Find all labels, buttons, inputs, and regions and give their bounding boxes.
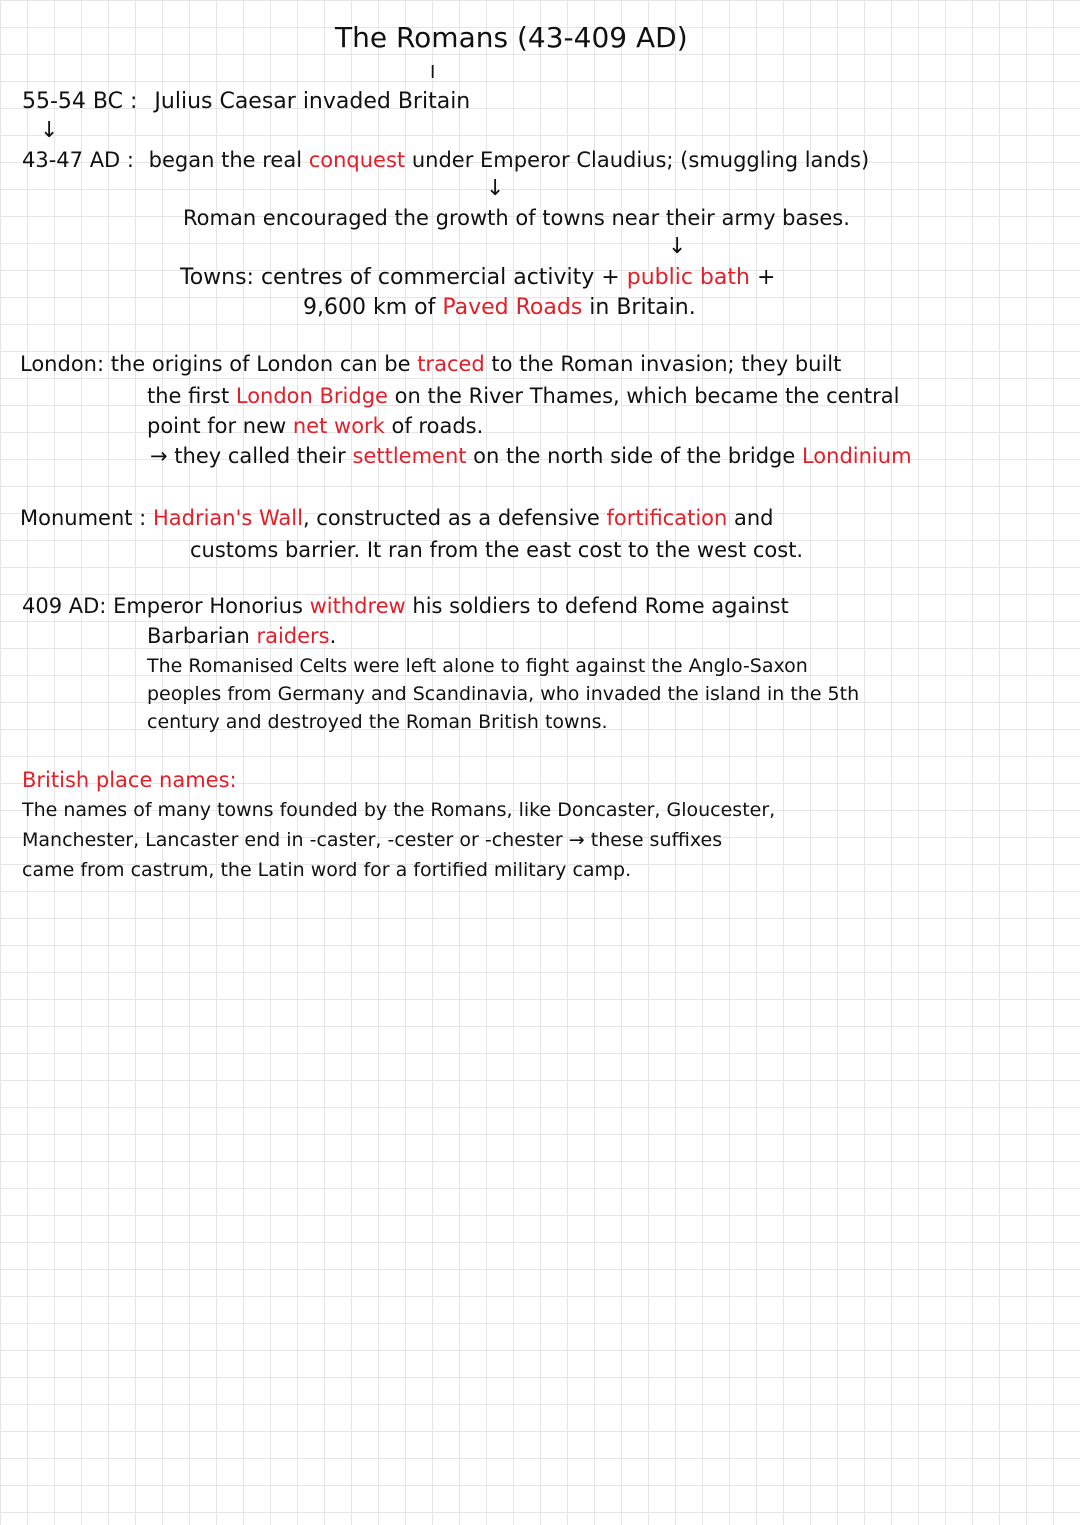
monument-line-1 [20,504,774,532]
highlight-traced: traced [417,352,485,376]
ad409-line-4: peoples from Germany and Scandinavia, who invaded the island in the 5th [147,683,860,705]
row-text-c: under Emperor Claudius; (smuggling lands) [405,148,870,172]
text: they called their [174,444,353,468]
highlight-conquest: conquest [308,148,406,172]
text: , constructed as a defensive [302,506,607,530]
highlight-public-bath: public bath [626,265,750,290]
highlight-network: net work [292,414,385,438]
text: and [727,506,774,530]
row-text-a: began the real [148,148,309,172]
date-label: 409 AD: [22,594,107,618]
text: of roads. [384,414,484,438]
highlight-londinium: Londinium [801,444,912,468]
monument-label: Monument : [20,506,147,530]
roman-towns-line: Roman encouraged the growth of towns near their army bases. [183,206,850,230]
timeline-row-43ad [22,146,869,174]
highlight-london-bridge: London Bridge [235,384,388,408]
right-arrow-icon: → [150,444,168,468]
row-text-a: Towns: centres of commercial activity + [180,265,627,290]
down-arrow-icon: ↓ [668,234,687,259]
london-line-2 [147,382,899,410]
text: Emperor Honorius [113,594,310,618]
text: to the Roman invasion; they built [484,352,842,376]
row-text-a: 9,600 km of [303,295,443,320]
ad409-line-5: century and destroyed the Roman British towns. [147,711,608,733]
london-line-4 [150,442,912,470]
monument-line-2: customs barrier. It ran from the east cost to the west cost. [190,538,804,562]
place-names-heading: British place names: [22,768,237,792]
date-label: 43-47 AD : [22,148,134,172]
text: point for new [147,414,293,438]
text: his soldiers to defend Rome against [405,594,789,618]
highlight-paved-roads: Paved Roads [442,295,583,320]
text: on the north side of the bridge [466,444,802,468]
text: the origins of London can be [110,352,418,376]
text: Barbarian [147,624,257,648]
text: . [329,624,337,648]
highlight-settlement: settlement [352,444,467,468]
towns-line [180,264,775,292]
place-names-line-3: came from castrum, the Latin word for a fortified military camp. [22,859,632,881]
page-title: The Romans (43-409 AD) [335,21,688,54]
london-line-3 [147,412,483,440]
row-text-c: + [749,265,776,290]
ad409-line-1 [22,592,789,620]
place-names-line-1: The names of many towns founded by the Romans, like Doncaster, Gloucester, [22,799,776,821]
roads-line [303,294,696,322]
date-label: 55-54 BC : [22,89,138,114]
london-label: London: [20,352,105,376]
row-text: Julius Caesar invaded Britain [154,89,471,114]
highlight-fortification: fortification [606,506,728,530]
down-arrow-icon: ↓ [40,118,59,143]
ad409-line-2 [147,622,336,650]
highlight-raiders: raiders [256,624,330,648]
ad409-line-3: The Romanised Celts were left alone to fight against the Anglo-Saxon [147,655,808,677]
down-arrow-icon: ↓ [486,176,505,201]
london-line-1 [20,350,841,378]
highlight-withdrew: withdrew [309,594,406,618]
text: the first [147,384,236,408]
place-names-line-2: Manchester, Lancaster end in -caster, -cester or -chester → these suffixes [22,829,723,851]
timeline-row-55bc [22,88,470,116]
row-text-c: in Britain. [582,295,696,320]
text: on the River Thames, which became the central [387,384,900,408]
highlight-hadrians-wall: Hadrian's Wall [152,506,303,530]
tick-mark: I [430,62,436,83]
